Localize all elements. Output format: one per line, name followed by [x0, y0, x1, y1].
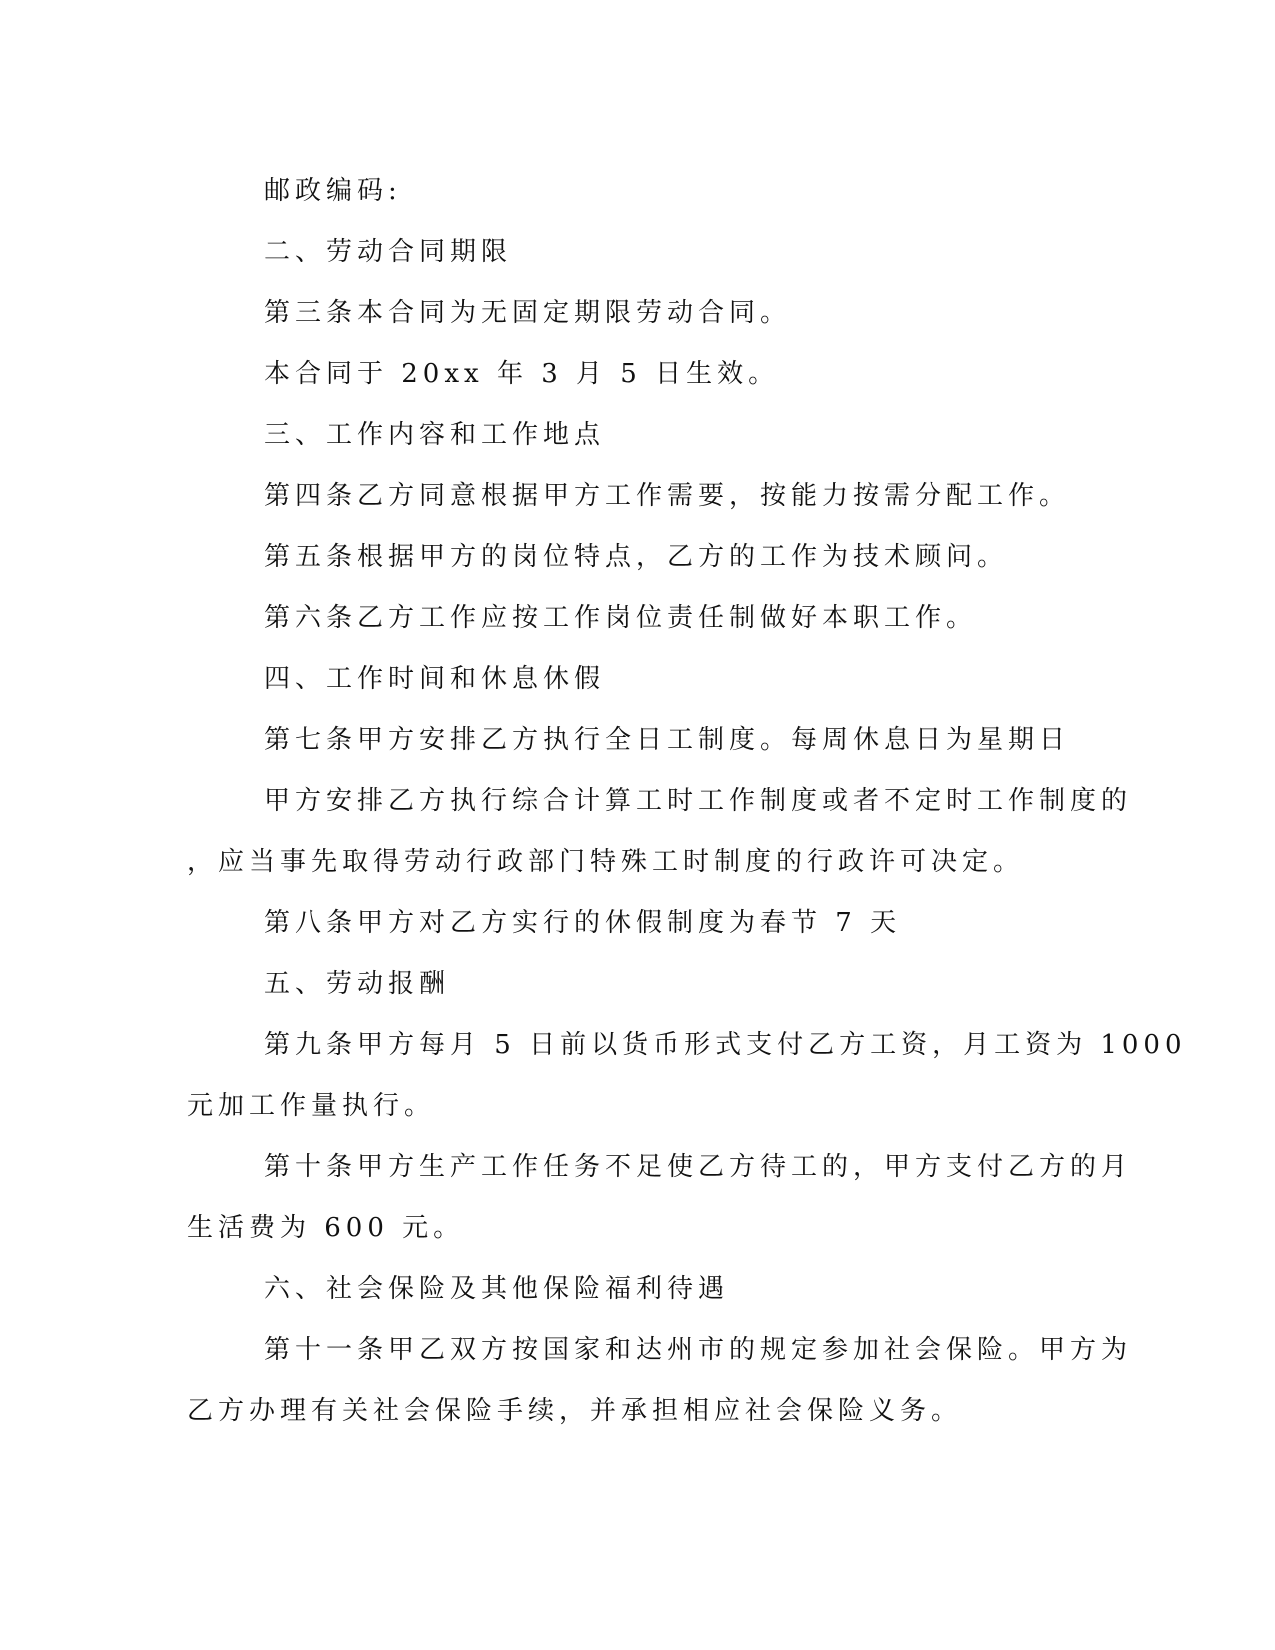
article-11-line-1: 第十一条甲乙双方按国家和达州市的规定参加社会保险。甲方为 — [264, 1335, 1133, 1365]
article-7-cont-line-1: 甲方安排乙方执行综合计算工时工作制度或者不定时工作制度的 — [264, 786, 1133, 816]
article-10-line-2: 生活费为 600 元。 — [187, 1213, 465, 1243]
article-3-line: 第三条本合同为无固定期限劳动合同。 — [264, 298, 792, 328]
article-4-line: 第四条乙方同意根据甲方工作需要，按能力按需分配工作。 — [264, 481, 1071, 511]
article-7-line: 第七条甲方安排乙方执行全日工制度。每周休息日为星期日 — [264, 725, 1071, 755]
article-6-line: 第六条乙方工作应按工作岗位责任制做好本职工作。 — [264, 603, 978, 633]
section-heading-contract-term: 二、劳动合同期限 — [264, 237, 513, 267]
document-body — [187, 161, 1187, 1442]
article-7-cont-line-2: ，应当事先取得劳动行政部门特殊工时制度的行政许可决定。 — [187, 847, 1025, 877]
section-heading-work-hours: 四、工作时间和休息休假 — [264, 664, 606, 694]
article-5-line: 第五条根据甲方的岗位特点，乙方的工作为技术顾问。 — [264, 542, 1009, 572]
article-9-line-2: 元加工作量执行。 — [187, 1091, 436, 1121]
section-heading-social-insurance: 六、社会保险及其他保险福利待遇 — [264, 1274, 730, 1304]
section-heading-remuneration: 五、劳动报酬 — [264, 969, 451, 999]
article-9-line-1: 第九条甲方每月 5 日前以货币形式支付乙方工资，月工资为 1000 — [264, 1030, 1187, 1060]
effective-date-line: 本合同于 20xx 年 3 月 5 日生效。 — [264, 359, 780, 389]
article-10-line-1: 第十条甲方生产工作任务不足使乙方待工的，甲方支付乙方的月 — [264, 1152, 1133, 1182]
text-line-postal-code: 邮政编码: — [264, 176, 402, 206]
section-heading-work-content: 三、工作内容和工作地点 — [264, 420, 606, 450]
article-11-line-2: 乙方办理有关社会保险手续，并承担相应社会保险义务。 — [187, 1396, 963, 1426]
article-8-line: 第八条甲方对乙方实行的休假制度为春节 7 天 — [264, 908, 902, 938]
